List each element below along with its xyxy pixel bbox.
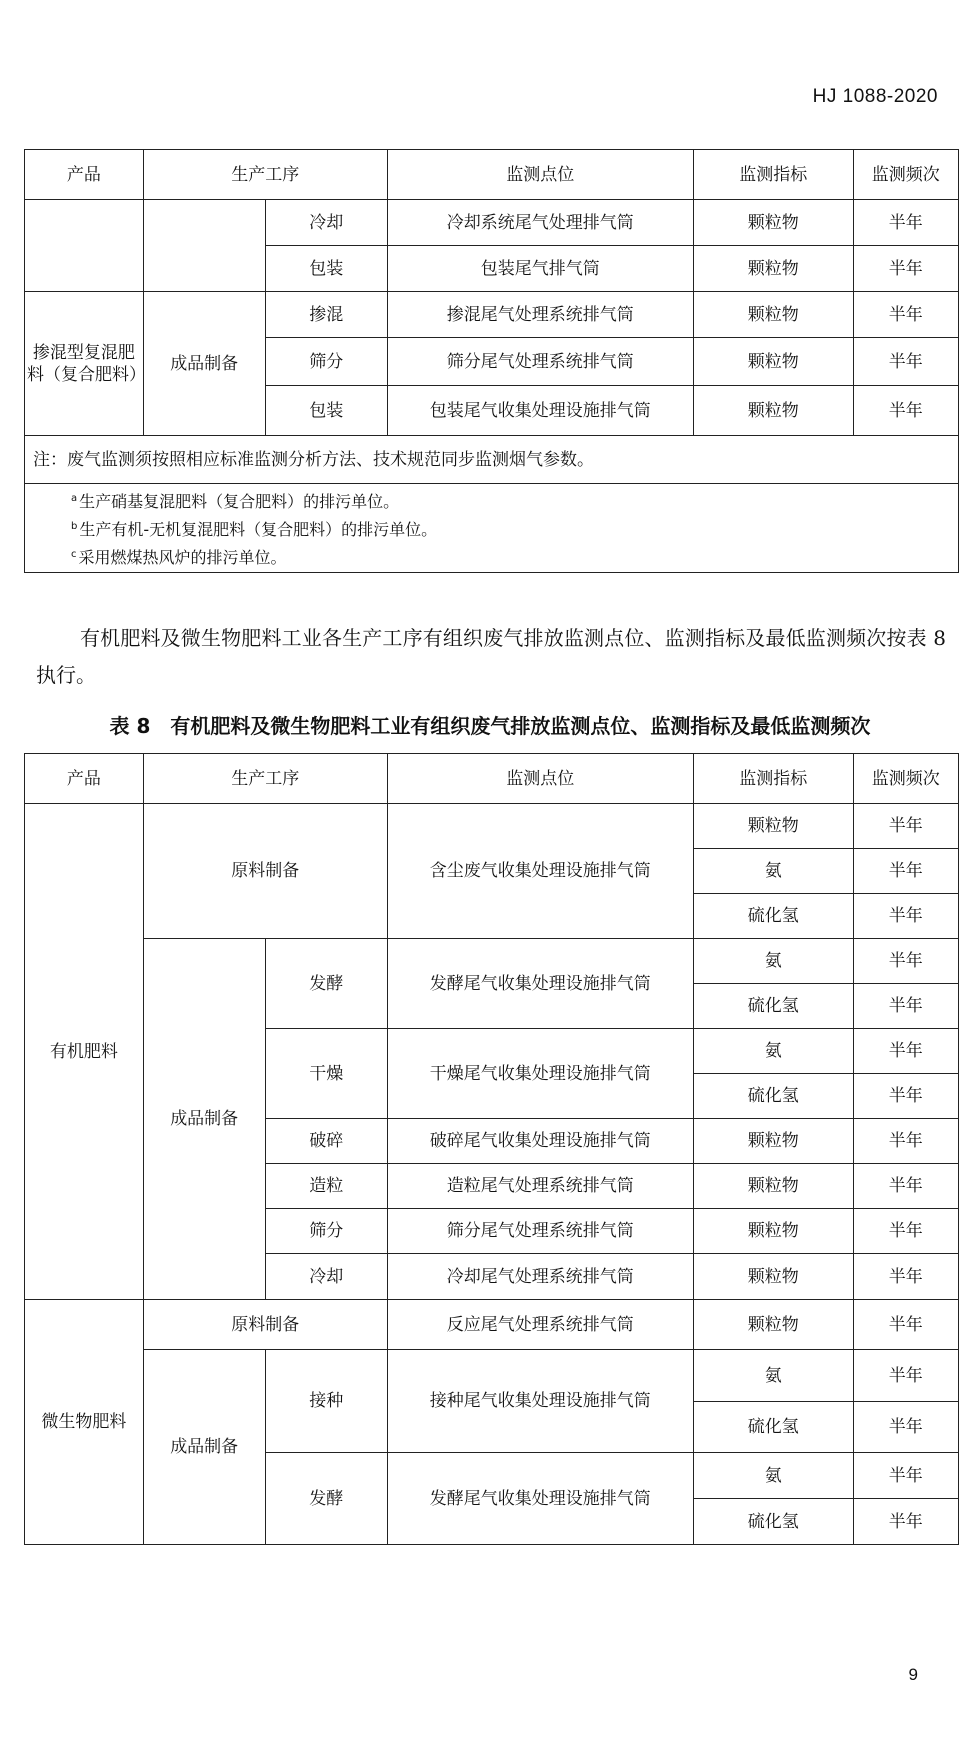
page-number: 9 xyxy=(908,1665,918,1684)
process-cell: 原料制备 xyxy=(143,1300,387,1350)
table-8-caption: 表 8 有机肥料及微生物肥料工业有组织废气排放监测点位、监测指标及最低监测频次 xyxy=(109,714,871,738)
frequency-cell: 半年 xyxy=(853,1029,958,1074)
frequency-cell: 半年 xyxy=(853,1254,958,1300)
frequency-cell: 半年 xyxy=(853,1074,958,1119)
indicator-cell: 硫化氢 xyxy=(693,894,853,939)
footnote-mark: c xyxy=(71,549,77,560)
footnote-mark: a xyxy=(71,493,78,504)
indicator-cell: 氨 xyxy=(693,1453,853,1499)
header-frequency: 监测频次 xyxy=(853,754,958,804)
footnote-text: 采用燃煤热风炉的排污单位。 xyxy=(78,548,287,567)
footnote-text: 生产硝基复混肥料（复合肥料）的排污单位。 xyxy=(79,492,400,511)
step-cell: 掺混 xyxy=(265,292,387,338)
step-cell: 冷却 xyxy=(265,200,387,246)
step-cell: 接种 xyxy=(265,1350,387,1453)
frequency-cell: 半年 xyxy=(853,1209,958,1254)
step-cell: 破碎 xyxy=(265,1119,387,1164)
frequency-cell: 半年 xyxy=(853,939,958,984)
table-row xyxy=(25,292,959,338)
table-1-continuation xyxy=(24,149,959,573)
frequency-cell: 半年 xyxy=(853,338,958,386)
frequency-cell: 半年 xyxy=(853,1300,958,1350)
frequency-cell: 半年 xyxy=(853,200,958,246)
indicator-cell: 颗粒物 xyxy=(693,1119,853,1164)
frequency-cell: 半年 xyxy=(853,1402,958,1453)
table-row xyxy=(25,804,959,849)
header-process: 生产工序 xyxy=(143,754,387,804)
indicator-cell: 颗粒物 xyxy=(693,292,853,338)
frequency-cell: 半年 xyxy=(853,386,958,436)
indicator-cell: 颗粒物 xyxy=(693,1164,853,1209)
header-product: 产品 xyxy=(25,754,144,804)
header-frequency: 监测频次 xyxy=(853,150,958,200)
point-cell: 发酵尾气收集处理设施排气筒 xyxy=(387,1453,693,1545)
indicator-cell: 颗粒物 xyxy=(693,1209,853,1254)
indicator-cell: 颗粒物 xyxy=(693,804,853,849)
indicator-cell: 氨 xyxy=(693,939,853,984)
standard-code: HJ 1088-2020 xyxy=(812,86,938,107)
footnote-a xyxy=(71,486,958,514)
point-cell: 含尘废气收集处理设施排气筒 xyxy=(387,804,693,939)
indicator-cell: 颗粒物 xyxy=(693,386,853,436)
indicator-cell: 硫化氢 xyxy=(693,984,853,1029)
table-note: 注：废气监测须按照相应标准监测分析方法、技术规范同步监测烟气参数。 xyxy=(25,436,959,484)
table-row xyxy=(25,1300,959,1350)
step-cell: 包装 xyxy=(265,386,387,436)
point-cell: 冷却系统尾气处理排气筒 xyxy=(387,200,693,246)
indicator-cell: 颗粒物 xyxy=(693,246,853,292)
process-cell xyxy=(143,200,265,292)
footnotes-row xyxy=(25,484,959,573)
process-cell: 成品制备 xyxy=(143,292,265,436)
process-cell: 原料制备 xyxy=(143,804,387,939)
frequency-cell: 半年 xyxy=(853,246,958,292)
frequency-cell: 半年 xyxy=(853,984,958,1029)
footnote-c xyxy=(71,542,958,570)
header-process: 生产工序 xyxy=(143,150,387,200)
indicator-cell: 颗粒物 xyxy=(693,1254,853,1300)
frequency-cell: 半年 xyxy=(853,1164,958,1209)
indicator-cell: 硫化氢 xyxy=(693,1402,853,1453)
point-cell: 干燥尾气收集处理设施排气筒 xyxy=(387,1029,693,1119)
table-header-row xyxy=(25,754,959,804)
table-row xyxy=(25,939,959,984)
process-cell: 成品制备 xyxy=(143,939,265,1300)
product-cell xyxy=(25,200,144,292)
indicator-cell: 氨 xyxy=(693,1029,853,1074)
header-indicator: 监测指标 xyxy=(693,150,853,200)
step-cell: 造粒 xyxy=(265,1164,387,1209)
footnote-mark: b xyxy=(71,521,78,532)
indicator-cell: 氨 xyxy=(693,1350,853,1402)
indicator-cell: 硫化氢 xyxy=(693,1499,853,1545)
indicator-cell: 颗粒物 xyxy=(693,1300,853,1350)
indicator-cell: 硫化氢 xyxy=(693,1074,853,1119)
point-cell: 冷却尾气处理系统排气筒 xyxy=(387,1254,693,1300)
point-cell: 筛分尾气处理系统排气筒 xyxy=(387,1209,693,1254)
point-cell: 破碎尾气收集处理设施排气筒 xyxy=(387,1119,693,1164)
point-cell: 接种尾气收集处理设施排气筒 xyxy=(387,1350,693,1453)
indicator-cell: 颗粒物 xyxy=(693,200,853,246)
header-point: 监测点位 xyxy=(387,150,693,200)
table-header-row xyxy=(25,150,959,200)
point-cell: 发酵尾气收集处理设施排气筒 xyxy=(387,939,693,1029)
header-indicator: 监测指标 xyxy=(693,754,853,804)
step-cell: 干燥 xyxy=(265,1029,387,1119)
point-cell: 掺混尾气处理系统排气筒 xyxy=(387,292,693,338)
header-point: 监测点位 xyxy=(387,754,693,804)
table-row xyxy=(25,200,959,246)
step-cell: 筛分 xyxy=(265,338,387,386)
product-cell: 有机肥料 xyxy=(25,804,144,1300)
product-cell: 微生物肥料 xyxy=(25,1300,144,1545)
indicator-cell: 颗粒物 xyxy=(693,338,853,386)
step-cell: 发酵 xyxy=(265,1453,387,1545)
frequency-cell: 半年 xyxy=(853,1119,958,1164)
indicator-cell: 氨 xyxy=(693,849,853,894)
table-row xyxy=(25,1350,959,1402)
body-paragraph: 有机肥料及微生物肥料工业各生产工序有组织废气排放监测点位、监测指标及最低监测频次按表 8 执行。 xyxy=(36,626,946,687)
frequency-cell: 半年 xyxy=(853,1499,958,1545)
frequency-cell: 半年 xyxy=(853,1453,958,1499)
product-cell: 掺混型复混肥料（复合肥料） xyxy=(25,292,144,436)
note-row xyxy=(25,436,959,484)
table-8 xyxy=(24,753,959,1545)
step-cell: 冷却 xyxy=(265,1254,387,1300)
footnote-text: 生产有机-无机复混肥料（复合肥料）的排污单位。 xyxy=(79,520,438,539)
point-cell: 筛分尾气处理系统排气筒 xyxy=(387,338,693,386)
point-cell: 造粒尾气处理系统排气筒 xyxy=(387,1164,693,1209)
frequency-cell: 半年 xyxy=(853,849,958,894)
process-cell: 成品制备 xyxy=(143,1350,265,1545)
step-cell: 包装 xyxy=(265,246,387,292)
header-product: 产品 xyxy=(25,150,144,200)
point-cell: 反应尾气处理系统排气筒 xyxy=(387,1300,693,1350)
frequency-cell: 半年 xyxy=(853,1350,958,1402)
frequency-cell: 半年 xyxy=(853,804,958,849)
point-cell: 包装尾气收集处理设施排气筒 xyxy=(387,386,693,436)
footnote-b xyxy=(71,514,958,542)
step-cell: 筛分 xyxy=(265,1209,387,1254)
point-cell: 包装尾气排气筒 xyxy=(387,246,693,292)
step-cell: 发酵 xyxy=(265,939,387,1029)
footnotes xyxy=(25,484,959,573)
frequency-cell: 半年 xyxy=(853,894,958,939)
frequency-cell: 半年 xyxy=(853,292,958,338)
